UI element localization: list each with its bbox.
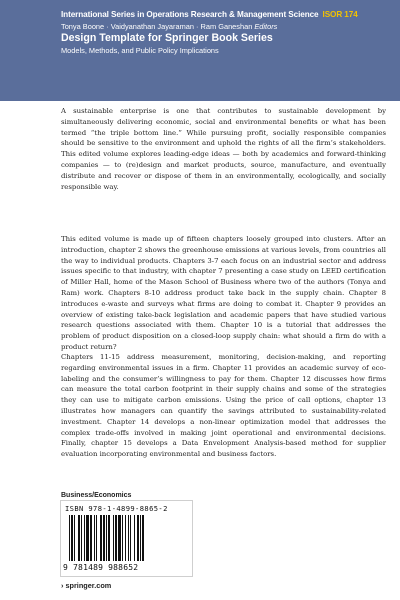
editor-names: Tonya Boone · Vaidyanathan Jayaraman · Ram Ganeshan bbox=[61, 22, 253, 31]
book-subtitle: Models, Methods, and Public Policy Implications bbox=[61, 46, 219, 55]
series-number: ISOR 174 bbox=[322, 10, 358, 19]
blurb-paragraph-2: This edited volume is made up of fifteen chapters loosely grouped into clusters. After an introduction, chapter 2 shows the greenhouse emissions at various levels, from countries all the way to individual products. Chapters 3-7 each focus on an industrial sector and address issues specific to that industry, with chapter 7 presenting a case study on LEED certification of Miller Hall, home of the Mason School of Business where two of the authors (Tonya and Ram) work. Chapters 8-10 address product take back in the supply chain. Chapter 8 introduces e-waste and surveys what firms are doing to combat it. Chapter 9 provides an overview of existing take-back legislation and academic papers that have studied various research questions associated with them. Chapter 10 is a tutorial that addresses the problem of product disposition on a closed-loop supply chain: what should a firm do with a product return? bbox=[61, 235, 386, 351]
editors-suffix: Editors bbox=[254, 22, 278, 31]
cover-header-band bbox=[0, 0, 400, 101]
blurb-paragraph-3: Chapters 11-15 address measurement, monitoring, decision-making, and reporting regarding environmental issues in a firm. Chapter 11 provides an academic survey of eco-labeling and the consumer’s willingness to pay for them. Chapter 12 discusses how firms can measure the total carbon footprint in their supply chains and some of the strategies they can use to mitigate carbon emissions. Using the price of call options, chapter 13 illustrates how managers can quantify the savings attributed to sustainability-related investment. Chapter 14 develops a non-linear optimization model that addresses the complex trade-offs involved in making joint operational and environmental decisions. Finally, chapter 15 develops a Data Envelopment Analysis-based method for supplier evaluation incorporating environmental and business factors. bbox=[61, 353, 386, 459]
book-title: Design Template for Springer Book Series bbox=[61, 32, 273, 44]
series-name: International Series in Operations Research & Management Science bbox=[61, 10, 319, 19]
barcode-digits: 9 781489 988652 bbox=[63, 563, 139, 572]
isbn-barcode-box bbox=[60, 500, 193, 577]
blurb-paragraph-1: A sustainable enterprise is one that contributes to sustainable development by simultaneously delivering economic, social and environmental benefits or what has been termed “the triple bottom line.” While pursuing profit, socially responsible companies should be sensitive to the environment and uphold the rights of all the firm’s stakeholders. This edited volume explores leading-edge ideas — both by academics and forward-thinking companies — to (re)design and market products, source, manufacture, and eventually distribute and recover or dispose of them in an environmentally, ecologically, and socially responsible way. bbox=[61, 107, 386, 191]
series-line bbox=[61, 10, 396, 19]
springer-website: › springer.com bbox=[61, 581, 112, 590]
barcode-graphic bbox=[69, 515, 184, 561]
isbn-label: ISBN 978-1-4899-8865-2 bbox=[65, 504, 168, 513]
editors-line bbox=[61, 22, 391, 31]
subject-category: Business/Economics bbox=[61, 492, 132, 499]
